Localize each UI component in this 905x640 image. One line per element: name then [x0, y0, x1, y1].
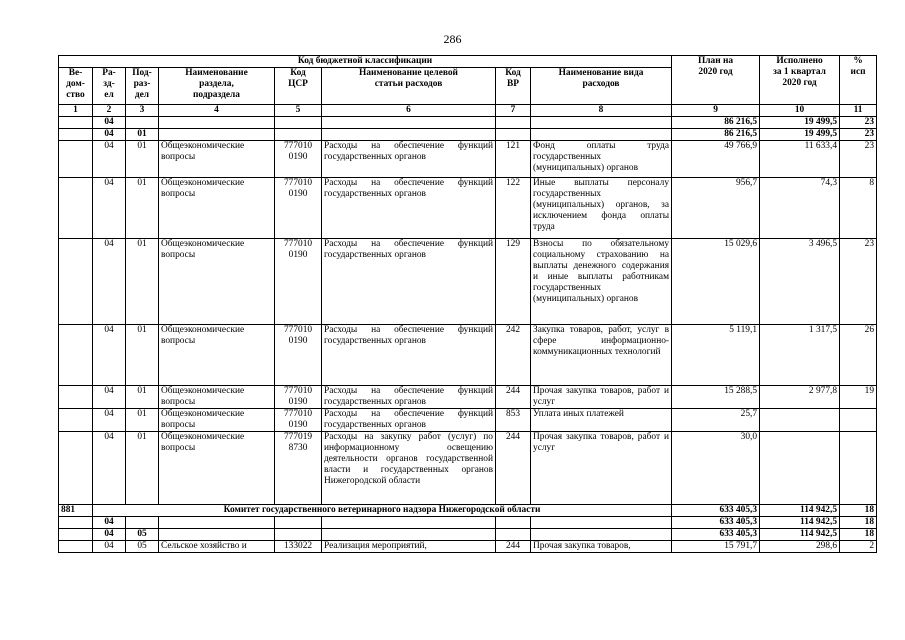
col-num: 6 [322, 105, 496, 117]
cell-csr: 777010 0190 [275, 386, 322, 409]
cell-vr-name [531, 517, 672, 529]
cell-razdel: 04 [93, 141, 126, 178]
org-name: Комитет государственного ветеринарного надзора Нижегородской области [93, 505, 672, 517]
col-num: 7 [496, 105, 531, 117]
cell-vr-name: Прочая закупка товаров, [531, 541, 672, 553]
cell-podrazdel: 01 [126, 129, 159, 141]
cell-vr: 853 [496, 409, 531, 432]
cell-plan: 633 405,3 [672, 505, 760, 517]
cell-vr-name [531, 529, 672, 541]
cell-vr: 121 [496, 141, 531, 178]
cell-vr-name [531, 129, 672, 141]
cell-ved [59, 129, 93, 141]
col-num: 8 [531, 105, 672, 117]
header-csr: Код ЦСР [275, 68, 322, 105]
cell-razdel: 04 [93, 129, 126, 141]
cell-section-name [159, 529, 275, 541]
cell-section-name: Общеэкономические вопросы [159, 178, 275, 239]
cell-vr-name: Прочая закупка товаров, работ и услуг [531, 386, 672, 409]
cell-pct: 19 [840, 386, 877, 409]
cell-vr: 129 [496, 239, 531, 325]
header-done: Исполнено за 1 квартал 2020 год [760, 56, 840, 105]
cell-podrazdel: 01 [126, 386, 159, 409]
cell-pct: 18 [840, 505, 877, 517]
cell-done: 114 942,5 [760, 505, 840, 517]
cell-done: 2 977,8 [760, 386, 840, 409]
cell-pct: 23 [840, 141, 877, 178]
cell-section-name: Общеэкономические вопросы [159, 432, 275, 505]
cell-ved [59, 325, 93, 386]
cell-csr: 777010 0190 [275, 239, 322, 325]
cell-csr: 777019 8730 [275, 432, 322, 505]
col-num: 2 [93, 105, 126, 117]
cell-done: 1 317,5 [760, 325, 840, 386]
cell-section-name: Общеэкономические вопросы [159, 386, 275, 409]
cell-done: 114 942,5 [760, 529, 840, 541]
cell-plan: 633 405,3 [672, 517, 760, 529]
header-plan: План на 2020 год [672, 56, 760, 105]
cell-plan: 956,7 [672, 178, 760, 239]
cell-section-name: Общеэкономические вопросы [159, 239, 275, 325]
cell-razdel: 04 [93, 117, 126, 129]
table-row [59, 386, 877, 409]
cell-vr: 244 [496, 432, 531, 505]
header-group: Код бюджетной классификации [59, 56, 672, 68]
cell-vr-name: Иные выплаты персоналу государственных (муниципальных) органов, за исключением фонда оплаты труда [531, 178, 672, 239]
cell-podrazdel [126, 117, 159, 129]
cell-vr: 244 [496, 386, 531, 409]
cell-plan: 25,7 [672, 409, 760, 432]
cell-done: 3 496,5 [760, 239, 840, 325]
cell-ved [59, 517, 93, 529]
cell-razdel: 04 [93, 178, 126, 239]
cell-csr-name [322, 117, 496, 129]
cell-podrazdel: 05 [126, 541, 159, 553]
cell-csr-name: Расходы на закупку работ (услуг) по информационному освещению деятельности органов государственной власти и государственных органов Нижегородской области [322, 432, 496, 505]
cell-ved: 881 [59, 505, 93, 517]
cell-done [760, 432, 840, 505]
cell-vr-name: Закупка товаров, работ, услуг в сфере информационно-коммуникационных технологий [531, 325, 672, 386]
cell-podrazdel: 01 [126, 178, 159, 239]
cell-pct: 26 [840, 325, 877, 386]
cell-plan: 633 405,3 [672, 529, 760, 541]
cell-csr-name: Расходы на обеспечение функций государственных органов [322, 178, 496, 239]
cell-plan: 30,0 [672, 432, 760, 505]
cell-vr-name: Уплата иных платежей [531, 409, 672, 432]
budget-table [58, 55, 877, 553]
table-row [59, 517, 877, 529]
table-row [59, 541, 877, 553]
cell-csr-name [322, 129, 496, 141]
cell-razdel: 04 [93, 325, 126, 386]
cell-razdel: 04 [93, 517, 126, 529]
cell-plan: 5 119,1 [672, 325, 760, 386]
cell-pct: 23 [840, 239, 877, 325]
cell-podrazdel: 01 [126, 325, 159, 386]
cell-csr: 133022 [275, 541, 322, 553]
cell-csr-name: Расходы на обеспечение функций государственных органов [322, 386, 496, 409]
cell-section-name: Общеэкономические вопросы [159, 409, 275, 432]
cell-done: 19 499,5 [760, 129, 840, 141]
cell-vr: 244 [496, 541, 531, 553]
cell-ved [59, 239, 93, 325]
cell-ved [59, 117, 93, 129]
cell-csr: 777010 0190 [275, 325, 322, 386]
cell-done: 11 633,4 [760, 141, 840, 178]
cell-vr [496, 117, 531, 129]
cell-plan: 86 216,5 [672, 129, 760, 141]
cell-csr: 777010 0190 [275, 409, 322, 432]
cell-razdel: 04 [93, 409, 126, 432]
cell-done: 19 499,5 [760, 117, 840, 129]
cell-pct: 8 [840, 178, 877, 239]
header-podrazdel: Под- раз- дел [126, 68, 159, 105]
cell-csr-name: Расходы на обеспечение функций государственных органов [322, 239, 496, 325]
cell-section-name: Сельское хозяйство и [159, 541, 275, 553]
cell-podrazdel: 01 [126, 432, 159, 505]
column-numbers-row [59, 105, 877, 117]
cell-razdel: 04 [93, 541, 126, 553]
header-ved: Ве- дом- ство [59, 68, 93, 105]
cell-podrazdel: 01 [126, 141, 159, 178]
cell-csr: 777010 0190 [275, 178, 322, 239]
cell-csr-name: Расходы на обеспечение функций государственных органов [322, 409, 496, 432]
table-row [59, 409, 877, 432]
cell-ved [59, 529, 93, 541]
cell-vr-name: Прочая закупка товаров, работ и услуг [531, 432, 672, 505]
cell-section-name [159, 129, 275, 141]
cell-pct: 18 [840, 529, 877, 541]
cell-csr-name [322, 517, 496, 529]
cell-razdel: 04 [93, 529, 126, 541]
cell-vr [496, 529, 531, 541]
cell-podrazdel [126, 517, 159, 529]
table-row [59, 129, 877, 141]
cell-csr [275, 129, 322, 141]
cell-vr: 242 [496, 325, 531, 386]
cell-podrazdel: 01 [126, 409, 159, 432]
cell-section-name [159, 117, 275, 129]
cell-pct [840, 409, 877, 432]
cell-ved [59, 141, 93, 178]
page-number: 286 [443, 32, 462, 46]
cell-vr-name: Взносы по обязательному социальному страхованию на выплаты денежного содержания и иные выплаты работникам государственных (муниципальных) органов [531, 239, 672, 325]
cell-section-name [159, 517, 275, 529]
cell-csr [275, 117, 322, 129]
cell-pct [840, 432, 877, 505]
cell-ved [59, 432, 93, 505]
cell-csr: 777010 0190 [275, 141, 322, 178]
cell-plan: 15 791,7 [672, 541, 760, 553]
cell-razdel: 04 [93, 239, 126, 325]
cell-vr [496, 129, 531, 141]
header-razdel: Ра- зд- ел [93, 68, 126, 105]
cell-section-name: Общеэкономические вопросы [159, 141, 275, 178]
cell-plan: 15 288,5 [672, 386, 760, 409]
cell-done: 114 942,5 [760, 517, 840, 529]
cell-csr [275, 517, 322, 529]
cell-plan: 86 216,5 [672, 117, 760, 129]
table-row [59, 432, 877, 505]
cell-done: 74,3 [760, 178, 840, 239]
cell-vr: 122 [496, 178, 531, 239]
cell-vr-name: Фонд оплаты труда государственных (муниципальных) органов [531, 141, 672, 178]
cell-csr-name: Расходы на обеспечение функций государственных органов [322, 141, 496, 178]
table-row [59, 529, 877, 541]
cell-pct: 2 [840, 541, 877, 553]
table-row [59, 178, 877, 239]
header-vr-name: Наименование вида расходов [531, 68, 672, 105]
cell-ved [59, 541, 93, 553]
cell-csr-name: Реализация мероприятий, [322, 541, 496, 553]
header-vr: Код ВР [496, 68, 531, 105]
cell-section-name: Общеэкономические вопросы [159, 325, 275, 386]
col-num: 3 [126, 105, 159, 117]
cell-plan: 15 029,6 [672, 239, 760, 325]
table-row [59, 325, 877, 386]
col-num: 5 [275, 105, 322, 117]
col-num: 1 [59, 105, 93, 117]
cell-vr [496, 517, 531, 529]
cell-ved [59, 409, 93, 432]
table-row [59, 505, 877, 517]
cell-pct: 23 [840, 129, 877, 141]
cell-razdel: 04 [93, 432, 126, 505]
cell-podrazdel: 05 [126, 529, 159, 541]
col-num: 10 [760, 105, 840, 117]
cell-ved [59, 178, 93, 239]
header-name: Наименование раздела, подраздела [159, 68, 275, 105]
col-num: 4 [159, 105, 275, 117]
table-row [59, 117, 877, 129]
col-num: 9 [672, 105, 760, 117]
cell-done: 298,6 [760, 541, 840, 553]
cell-ved [59, 386, 93, 409]
cell-csr-name: Расходы на обеспечение функций государственных органов [322, 325, 496, 386]
header-pct: % исп [840, 56, 877, 105]
cell-done [760, 409, 840, 432]
cell-csr-name [322, 529, 496, 541]
cell-csr [275, 529, 322, 541]
cell-plan: 49 766,9 [672, 141, 760, 178]
col-num: 11 [840, 105, 877, 117]
table-row [59, 239, 877, 325]
cell-podrazdel: 01 [126, 239, 159, 325]
cell-pct: 18 [840, 517, 877, 529]
cell-pct: 23 [840, 117, 877, 129]
header-csr-name: Наименование целевой статьи расходов [322, 68, 496, 105]
cell-razdel: 04 [93, 386, 126, 409]
table-row [59, 141, 877, 178]
cell-vr-name [531, 117, 672, 129]
